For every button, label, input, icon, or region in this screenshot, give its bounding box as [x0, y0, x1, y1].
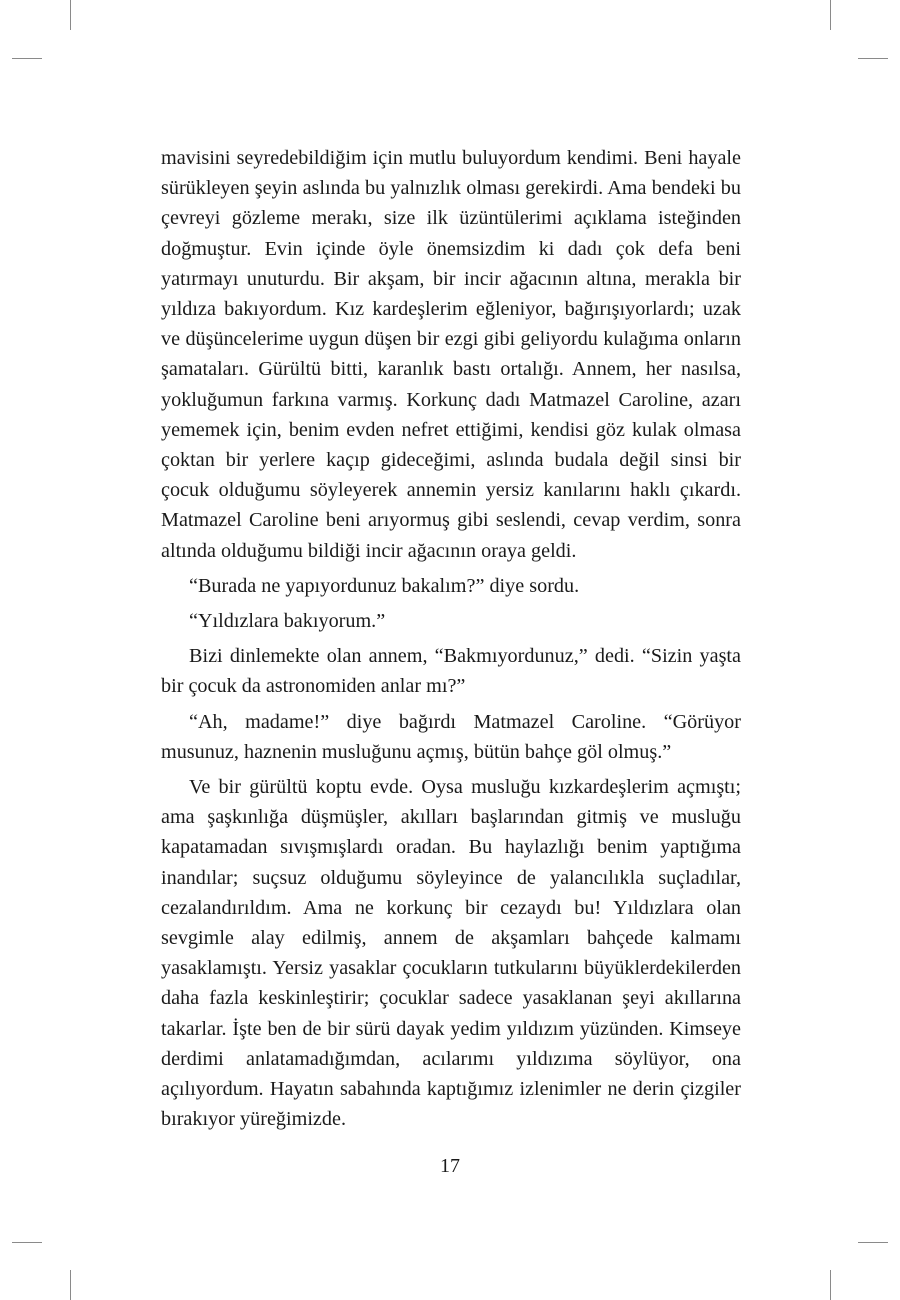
page-body-text [161, 143, 741, 1135]
crop-mark-top-right-horizontal [858, 58, 888, 59]
paragraph-1: mavisini seyredebildiğim için mutlu buluyordum kendimi. Beni hayale sürükleyen şeyin aslında bu yalnızlık olması gerekirdi. Ama bendeki bu çevreyi gözleme merakı, size ilk üzüntülerimi açıklama isteğinden doğmuştur. Evin içinde öyle önemsizdim ki dadı çok defa beni yatırmayı unuturdu. Bir akşam, bir incir ağacının altına, merakla bir yıldıza bakıyordum. Kız kardeşlerim eğleniyor, bağırışıyorlardı; uzak ve düşüncelerime uygun düşen bir ezgi gibi geliyordu kulağıma onların şamataları. Gürültü bitti, karanlık bastı ortalığı. Annem, her nasılsa, yokluğumun farkına varmış. Korkunç dadı Matmazel Caroline, azarı yememek için, benim evden nefret ettiğimi, kendisi göz kulak olmasa çoktan bir yerlere kaçıp gideceğimi, aslında budala değil sinsi bir çocuk olduğumu söyleyerek annemin yersiz kanılarını haklı çıkardı. Matmazel Caroline beni arıyormuş gibi seslendi, cevap verdim, sonra altında olduğumu bildiği incir ağacının oraya geldi. [161, 147, 741, 562]
paragraph-6: Ve bir gürültü koptu evde. Oysa musluğu kızkardeşlerim açmıştı; ama şaşkınlığa düşmüşler, akılları başlarından gitmiş ve musluğu kapatamadan sıvışmışlardı oradan. Bu haylazlığı benim yaptığıma inandılar; suçsuz olduğumu söyleyince de yalancılıkla suçladılar, cezalandırıldım. Ama ne korkunç bir cezaydı bu! Yıldızlara olan sevgimle alay edilmiş, annem de akşamları bahçede kalmamı yasaklamıştı. Yersiz yasaklar çocukların tutkularını büyüklerdekilerden daha fazla keskinleştirir; çocuklar sadece yasaklanan şeyi akıllarına takarlar. İşte ben de bir sürü dayak yedim yıldızım yüzünden. Kimseye derdimi anlatamadığımdan, acılarımı yıldızıma söylüyor, ona açılıyordum. Hayatın sabahında kaptığımız izlenimler ne derin çizgiler bırakıyor yüreğimizde. [161, 776, 741, 1131]
crop-mark-top-left-vertical [70, 0, 71, 30]
paragraph-3: “Yıldızlara bakıyorum.” [189, 610, 386, 633]
crop-mark-bottom-right-vertical [830, 1270, 831, 1300]
crop-mark-bottom-right-horizontal [858, 1242, 888, 1243]
paragraph-4: Bizi dinlemekte olan annem, “Bakmıyordunuz,” dedi. “Sizin yaşta bir çocuk da astronomiden anlar mı?” [161, 645, 741, 698]
crop-mark-bottom-left-horizontal [12, 1242, 42, 1243]
paragraph-2: “Burada ne yapıyordunuz bakalım?” diye sordu. [189, 574, 580, 597]
crop-mark-bottom-left-vertical [70, 1270, 71, 1300]
page-number: 17 [440, 1155, 460, 1177]
crop-mark-top-left-horizontal [12, 58, 42, 59]
crop-mark-top-right-vertical [830, 0, 831, 30]
paragraph-5: “Ah, madame!” diye bağırdı Matmazel Caroline. “Görüyor musunuz, haznenin musluğunu açmış, bütün bahçe göl olmuş.” [161, 710, 741, 763]
